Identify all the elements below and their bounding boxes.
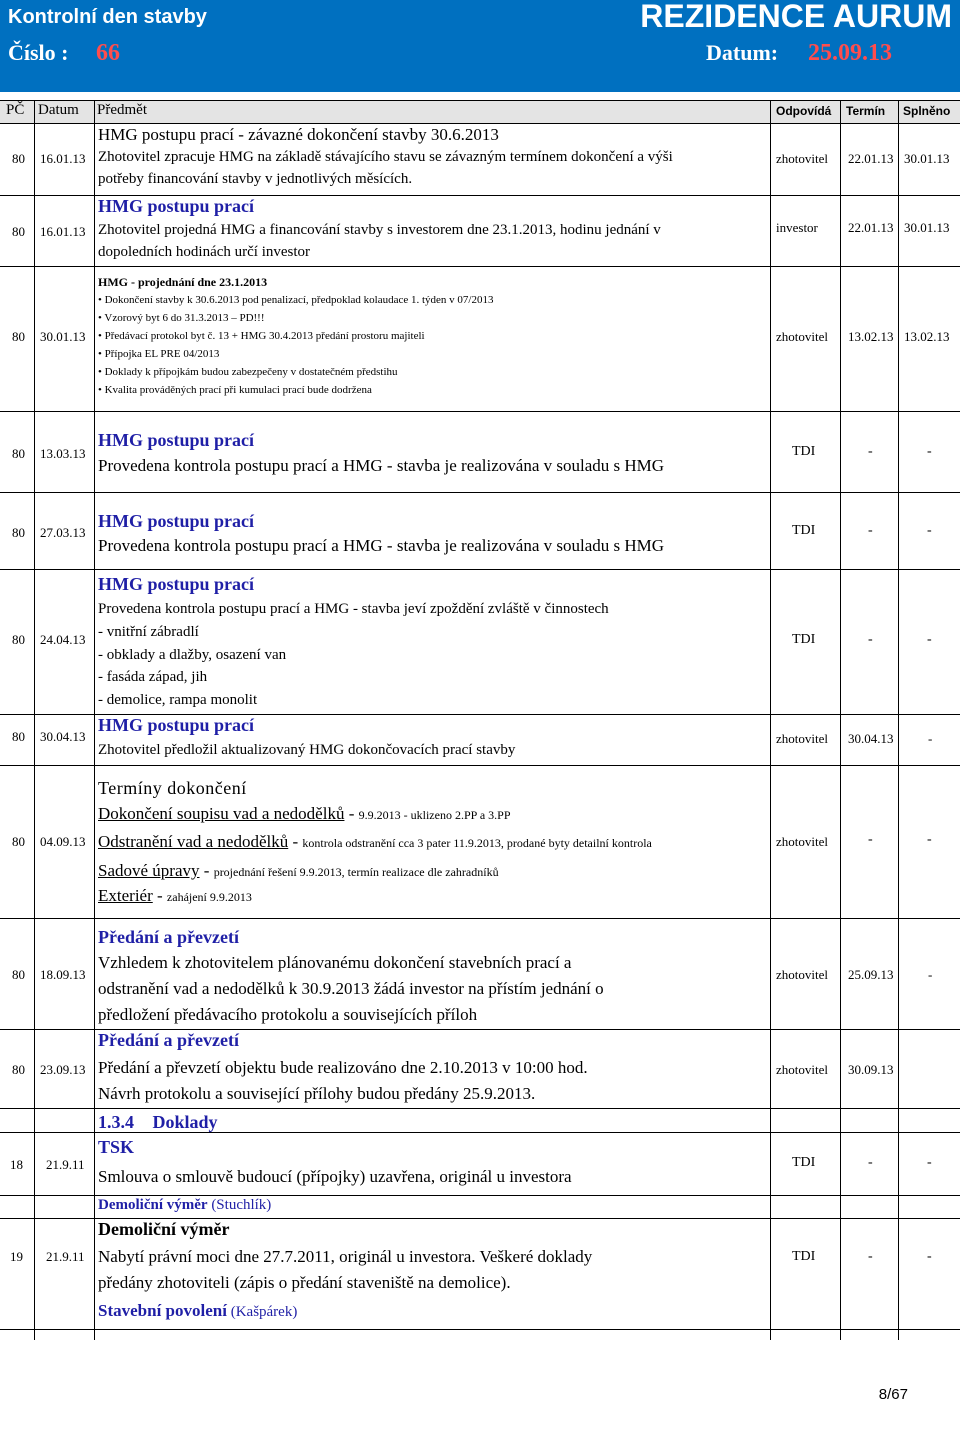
col-odpovida: Odpovídá	[776, 104, 832, 118]
row-done: -	[928, 967, 933, 982]
row-heading: Předání a převzetí	[98, 1030, 239, 1050]
row-deadline: -	[868, 523, 873, 538]
subnote-rest: (Stuchlík)	[207, 1197, 272, 1213]
row-deadline: 25.09.13	[848, 967, 894, 982]
item-rest: zahájení 9.9.2013	[166, 890, 252, 904]
row-date: 23.09.13	[40, 1062, 86, 1077]
row-text: Zhotovitel předložil aktualizovaný HMG dokončovacích prací stavby	[98, 742, 516, 758]
item-sep: -	[288, 832, 303, 851]
subnote-head: Stavební povolení	[98, 1301, 227, 1320]
section-title: Doklady	[152, 1112, 218, 1132]
row-deadline: -	[868, 444, 873, 459]
item-head: Odstranění vad a nedodělků	[98, 832, 289, 851]
row-date: 27.03.13	[40, 525, 86, 540]
row-pc: 80	[12, 729, 25, 744]
row-heading: HMG postupu prací	[98, 511, 255, 531]
row-responsible: zhotovitel	[776, 1062, 828, 1077]
row-heading: HMG - projednání dne 23.1.2013	[98, 275, 268, 289]
bullet-item: • Doklady k přípojkám budou zabezpečeny v dostatečném předstihu	[98, 366, 398, 378]
project-name: REZIDENCE AURUM	[640, 0, 952, 34]
row-date: 30.04.13	[40, 729, 86, 744]
row-heading: HMG postupu prací - závazné dokončení stavby 30.6.2013	[98, 125, 499, 144]
row-pc: 19	[10, 1249, 23, 1264]
row-text: Smlouva o smlouvě budoucí (přípojky) uzavřena, originál u investora	[98, 1167, 572, 1186]
row-pc: 80	[12, 329, 25, 344]
row-text: Vzhledem k zhotovitelem plánovanému dokončení stavebních prací a	[98, 953, 572, 972]
row-responsible: TDI	[792, 444, 816, 459]
bullet-item: • Přípojka EL PRE 04/2013	[98, 348, 219, 360]
row-done: -	[927, 1249, 932, 1264]
row-responsible: zhotovitel	[776, 731, 828, 746]
document-title: Kontrolní den stavby	[8, 6, 207, 28]
row-deadline: 22.01.13	[848, 151, 894, 166]
item-rest: 9.9.2013 - uklizeno 2.PP a 3.PP	[358, 808, 511, 822]
row-item	[98, 832, 652, 852]
bullet-item: • Předávací protokol byt č. 13 + HMG 30.4.2013 předání prostoru majiteli	[98, 330, 425, 342]
row-text: Provedena kontrola postupu prací a HMG - stavba je realizována v souladu s HMG	[98, 456, 665, 475]
row-deadline: 22.01.13	[848, 220, 894, 235]
row-pc: 80	[12, 224, 25, 239]
row-responsible: zhotovitel	[776, 151, 828, 166]
row-date: 16.01.13	[40, 151, 86, 166]
item-head: Exteriér	[98, 886, 153, 905]
row-deadline: 30.09.13	[848, 1062, 894, 1077]
table-row	[0, 412, 960, 493]
row-deadline: -	[868, 1249, 873, 1264]
col-pc: PČ	[6, 102, 25, 118]
row-responsible: zhotovitel	[776, 329, 828, 344]
row-done: 13.02.13	[904, 329, 950, 344]
row-subnote	[98, 1301, 297, 1321]
row-text: Zhotovitel projedná HMG a financování stavby s investorem dne 23.1.2013, hodinu jednání v	[98, 222, 661, 238]
row-done: -	[927, 444, 932, 459]
row-date: 21.9.11	[46, 1157, 85, 1172]
row-heading: Předání a převzetí	[98, 927, 239, 947]
table-header	[0, 100, 960, 124]
section-number: 1.3.4	[98, 1112, 134, 1132]
row-deadline: 30.04.13	[848, 731, 894, 746]
bullet-item: • Kvalita prováděných prací při kumulaci prací bude dodržena	[98, 384, 372, 396]
row-done: -	[928, 731, 933, 746]
table-row	[0, 919, 960, 1030]
row-heading: Demoliční výměr	[98, 1219, 230, 1239]
row-text: Provedena kontrola postupu prací a HMG - stavba je realizována v souladu s HMG	[98, 536, 665, 555]
item-rest: kontrola odstranění cca 3 pater 11.9.2013, prodané byty detailní kontrola	[302, 836, 652, 850]
datum-value: 25.09.13	[808, 40, 892, 66]
row-item	[98, 804, 511, 824]
row-date: 04.09.13	[40, 834, 86, 849]
table-row	[0, 715, 960, 766]
cislo-value: 66	[96, 40, 120, 66]
datum-label: Datum:	[706, 40, 779, 65]
item-sep: -	[152, 886, 167, 905]
item-sep: -	[199, 861, 214, 880]
row-date: 24.04.13	[40, 632, 86, 647]
row-text: odstranění vad a nedodělků k 30.9.2013 žádá investor na přístím jednání o	[98, 979, 604, 998]
subnote-rest: (Kašpárek)	[226, 1304, 298, 1320]
table-row	[0, 1030, 960, 1109]
row-item	[98, 861, 499, 881]
row-text: potřeby financování stavby v jednotlivých měsících.	[98, 171, 413, 187]
row-text: Návrh protokolu a související přílohy budou předány 25.9.2013.	[98, 1084, 536, 1103]
row-pc: 80	[12, 151, 25, 166]
col-termin: Termín	[846, 104, 886, 118]
row-responsible: zhotovitel	[776, 834, 828, 849]
row-date: 30.01.13	[40, 329, 86, 344]
col-predmet: Předmět	[97, 102, 147, 118]
row-subnote	[98, 1196, 271, 1214]
row-pc: 80	[12, 834, 25, 849]
row-done: -	[927, 632, 932, 647]
table-row	[0, 1132, 960, 1196]
row-responsible: TDI	[792, 632, 816, 647]
item-head: Dokončení soupisu vad a nedodělků	[98, 804, 345, 823]
row-done: -	[927, 523, 932, 538]
table-row	[0, 196, 960, 267]
row-text: Předání a převzetí objektu bude realizováno dne 2.10.2013 v 10:00 hod.	[98, 1058, 588, 1077]
section-heading	[98, 1112, 218, 1133]
row-text: - demolice, rampa monolit	[98, 692, 258, 708]
row-pc: 80	[12, 446, 25, 461]
row-heading: HMG postupu prací	[98, 574, 255, 594]
col-datum: Datum	[38, 102, 79, 118]
table-row	[0, 123, 960, 196]
row-heading: Termíny dokončení	[98, 778, 247, 798]
row-heading: TSK	[98, 1137, 135, 1157]
table-row	[0, 267, 960, 412]
table-row	[0, 570, 960, 715]
row-heading: HMG postupu prací	[98, 715, 255, 735]
row-text: předány zhotoviteli (zápis o předání staveniště na demolice).	[98, 1273, 511, 1292]
row-responsible: zhotovitel	[776, 967, 828, 982]
item-rest: projednání řešení 9.9.2013, termín realizace dle zahradníků	[213, 865, 499, 879]
row-done: -	[927, 832, 932, 847]
col-splneno: Splněno	[903, 104, 951, 118]
row-text: - obklady a dlažby, osazení van	[98, 647, 287, 663]
row-item	[98, 886, 252, 906]
row-date: 21.9.11	[46, 1249, 85, 1264]
bullet-item: • Dokončení stavby k 30.6.2013 pod penalizací, předpoklad kolaudace 1. týden v 07/2013	[98, 294, 494, 306]
item-head: Sadové úpravy	[98, 861, 200, 880]
row-deadline: -	[868, 832, 873, 847]
bullet-item: • Vzorový byt 6 do 31.3.2013 – PD!!!	[98, 312, 265, 324]
row-deadline: 13.02.13	[848, 329, 894, 344]
row-text: dopoledních hodinách určí investor	[98, 244, 311, 260]
row-responsible: TDI	[792, 1249, 816, 1264]
row-deadline: -	[868, 632, 873, 647]
row-pc: 80	[12, 1062, 25, 1077]
row-text: - vnitřní zábradlí	[98, 624, 199, 640]
row-responsible: TDI	[792, 523, 816, 538]
row-deadline: -	[868, 1155, 873, 1170]
row-done: 30.01.13	[904, 220, 950, 235]
item-sep: -	[344, 804, 359, 823]
page-number: 8/67	[878, 1386, 908, 1403]
row-pc: 80	[12, 525, 25, 540]
row-date: 18.09.13	[40, 967, 86, 982]
row-responsible: TDI	[792, 1155, 816, 1170]
row-heading: HMG postupu prací	[98, 196, 255, 216]
row-text: předložení předávacího protokolu a souvisejících příloh	[98, 1005, 478, 1024]
row-done: -	[927, 1155, 932, 1170]
header-band	[0, 0, 960, 92]
row-pc: 80	[12, 967, 25, 982]
subnote-head: Demoliční výměr	[98, 1197, 208, 1213]
table-row	[0, 766, 960, 919]
row-done: 30.01.13	[904, 151, 950, 166]
row-responsible: investor	[776, 220, 818, 235]
row-date: 13.03.13	[40, 446, 86, 461]
row-text: Nabytí právní moci dne 27.7.2011, originál u investora. Veškeré doklady	[98, 1247, 593, 1266]
row-text: Zhotovitel zpracuje HMG na základě stávajícího stavu se závazným termínem dokončení a výši	[98, 149, 673, 165]
row-pc: 18	[10, 1157, 23, 1172]
row-text: Provedena kontrola postupu prací a HMG - stavba jeví zpoždění zvláště v činnostech	[98, 601, 609, 617]
row-heading: HMG postupu prací	[98, 430, 255, 450]
cislo-label: Číslo :	[8, 40, 69, 65]
row-date: 16.01.13	[40, 224, 86, 239]
table-row	[0, 493, 960, 570]
row-text: - fasáda západ, jih	[98, 669, 208, 685]
table-row	[0, 1218, 960, 1330]
row-pc: 80	[12, 632, 25, 647]
